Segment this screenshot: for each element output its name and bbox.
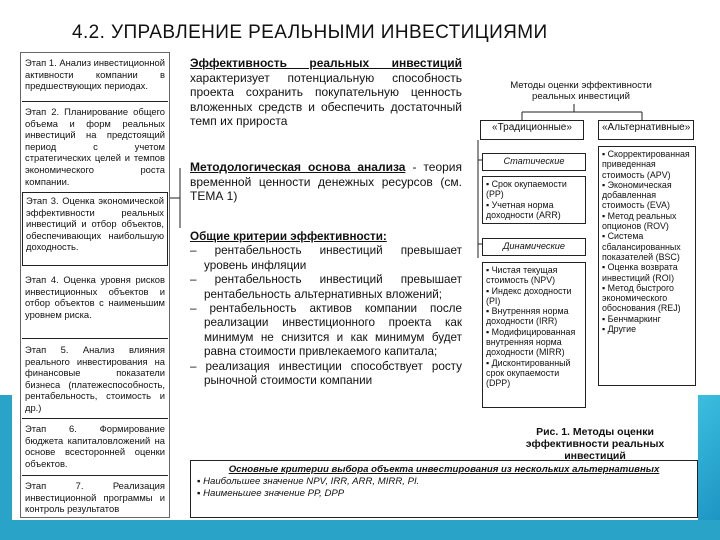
selection-criteria-item: ▪ Наибольшее значение NPV, IRR, ARR, MIRR, PI.	[197, 476, 420, 487]
stage-divider	[22, 475, 168, 476]
criteria-item: – рентабельность инвестиций превышает уровень инфляции	[190, 244, 462, 272]
method-item: ▪ Срок окупаемости (PP)	[486, 179, 567, 200]
method-item: ▪ Индекс доходности (PI)	[486, 285, 572, 306]
criteria-item: – рентабельность инвестиций превышает рентабельность альтернативных вложений;	[190, 273, 462, 301]
dynamic-methods-list	[482, 262, 586, 408]
method-item: ▪ Учетная норма доходности (ARR)	[486, 199, 561, 220]
stage-divider	[22, 101, 168, 102]
stage-3-highlighted: Этап 3. Оценка экономической эффективности реальных инвестиций и отбор объектов, обеспечивающих наибольшую доходность.	[22, 192, 168, 266]
stage-2: Этап 2. Планирование общего объема и форм реальных инвестиций на предстоящий период с учетом стратегических целей и темпов экономического роста компании.	[25, 106, 165, 187]
stage-divider	[22, 418, 168, 419]
efficiency-text: характеризует потенциальную способность проекта сохранить покупательную ценность вложенных средств и обеспечить достаточный темп их прироста	[190, 70, 462, 129]
static-methods-list	[482, 176, 586, 224]
method-item: ▪ Экономическая добавленная стоимость (EVA)	[602, 179, 672, 211]
bottom-accent-bar	[0, 520, 720, 540]
traditional-methods-box: «Традиционные»	[480, 120, 584, 140]
alternative-methods-list	[598, 146, 696, 386]
efficiency-term: Эффективность реальных инвестиций	[190, 56, 462, 70]
criteria-item: – реализация инвестиции способствует росту рыночной стоимости компании	[190, 359, 462, 388]
slide-title: 4.2. УПРАВЛЕНИЕ РЕАЛЬНЫМИ ИНВЕСТИЦИЯМИ	[72, 22, 548, 43]
method-item: ▪ Внутренняя норма доходности (IRR)	[486, 306, 569, 327]
method-item: ▪ Другие	[602, 324, 637, 335]
stage-4: Этап 4. Оценка уровня рисков инвестиционных объектов и отбор объектов с наименьшим уровнем риска.	[25, 274, 165, 320]
static-methods-label: Статические	[482, 153, 586, 171]
figure-caption: Рис. 1. Методы оценки эффективности реальных инвестиций	[525, 426, 665, 462]
dynamic-methods-label: Динамические	[482, 238, 586, 256]
method-item: ▪ Скорректированная приведенная стоимость (APV)	[602, 149, 690, 180]
method-item: ▪ Дисконтированный срок окупаемости (DPP)	[486, 357, 571, 389]
selection-criteria-heading: Основные критерии выбора объекта инвестирования из нескольких альтернативных	[228, 464, 660, 475]
selection-criteria-box	[190, 460, 698, 518]
method-item: ▪ Метод быстрого экономического обоснования (REJ)	[602, 282, 681, 314]
stage-divider	[22, 338, 168, 339]
method-item: ▪ Система сбалансированных показателей (BSC)	[602, 231, 681, 262]
criteria-heading: Общие критерии эффективности:	[190, 230, 387, 243]
stage-7: Этап 7. Реализация инвестиционной программы и контроль результатов	[25, 480, 165, 515]
methodology-basis	[190, 160, 462, 204]
efficiency-definition	[190, 56, 462, 129]
general-criteria	[190, 230, 462, 388]
alternative-methods-box: «Альтернативные»	[598, 120, 694, 140]
criteria-item: – рентабельность активов компании после реализации инвестиционного проекта как минимум не снизится и как минимум будет равна стоимости привлекаемого капитала;	[190, 302, 462, 359]
selection-criteria-item: ▪ Наименьшее значение PP, DPP	[197, 488, 345, 499]
method-item: ▪ Чистая текущая стоимость (NPV)	[486, 265, 558, 286]
methodology-text: - теория временной ценности денежных ресурсов (см. ТЕМА 1)	[190, 160, 463, 204]
method-item: ▪ Модифицированная внутренняя норма доходности (MIRR)	[486, 326, 576, 358]
method-item: ▪ Метод реальных опционов (ROV)	[602, 210, 677, 232]
stage-1: Этап 1. Анализ инвестиционной активности компании в предшествующих периодах.	[25, 57, 165, 92]
stage-3-bracket-icon	[168, 168, 182, 228]
method-item: ▪ Оценка возврата инвестиций (ROI)	[602, 262, 678, 283]
left-accent-bar	[0, 395, 12, 540]
methodology-term: Методологическая основа анализа	[190, 160, 406, 174]
method-item: ▪ Бенчмаркинг	[602, 313, 661, 324]
methods-root-label: Методы оценки эффективности реальных инвестиций	[510, 80, 652, 102]
stage-5: Этап 5. Анализ влияния реального инвестирования на финансовые показатели бизнеса (платежеспособность, рентабельность, стоимость и др.)	[25, 344, 165, 413]
stage-6: Этап 6. Формирование бюджета капиталовложений на основе всесторонней оценки объектов.	[25, 423, 165, 469]
right-accent-shape	[698, 395, 720, 540]
